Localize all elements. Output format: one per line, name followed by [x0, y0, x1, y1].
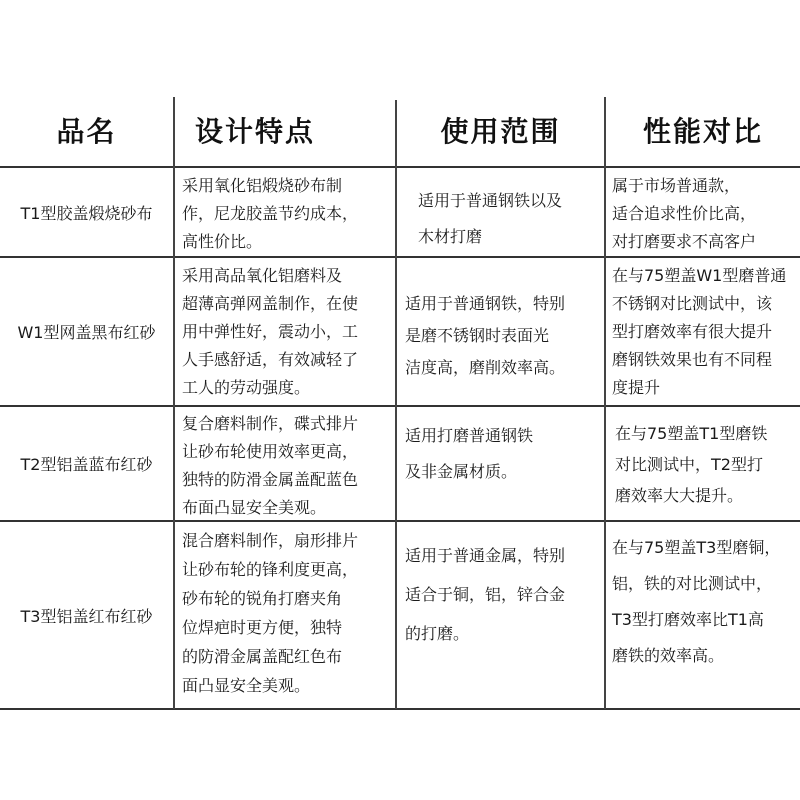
- column-divider: [604, 97, 606, 709]
- performance-text: 在与75塑盖W1型磨普通 不锈钢对比测试中，该 型打磨效率有很大提升 磨钢铁效果也有不同程 度提升: [612, 266, 787, 397]
- product-name: W1型网盖黑布红砂: [17, 323, 156, 342]
- header-usage-scope: 使用范围: [440, 115, 561, 148]
- product-name: T1型胶盖煅烧砂布: [20, 203, 153, 223]
- product-name: T3型铝盖红布红砂: [20, 606, 153, 626]
- usage-scope-text: 适用于普通金属，特别 适合于铜，铝，锌合金 的打磨。: [405, 546, 566, 643]
- header-design-features: 设计特点: [194, 115, 315, 148]
- performance-text: 在与75塑盖T1型磨铁 对比测试中，T2型打 磨效率大大提升。: [615, 424, 768, 505]
- usage-scope-text: 适用于普通钢铁，特别 是磨不锈钢时表面光 洁度高，磨削效率高。: [405, 294, 566, 377]
- table-bottom-border: [0, 708, 800, 710]
- performance-text: 在与75塑盖T3型磨铜， 铝，铁的对比测试中， T3型打磨效率比T1高 磨铁的效率高。: [612, 538, 781, 665]
- usage-scope-text: 适用打磨普通钢铁 及非金属材质。: [405, 426, 534, 481]
- design-features-text: 混合磨料制作，扇形排片 让砂布轮的锋利度更高， 砂布轮的锐角打磨夹角 位焊疤时更方便，独特 的防滑金属盖配红色布 面凸显安全美观。: [182, 531, 359, 695]
- design-features-text: 采用高品氧化铝磨料及 超薄高弹网盖制作，在使 用中弹性好，震动小，工 人手感舒适，有效减轻了 工人的劳动强度。: [182, 266, 359, 397]
- header-product-name: 品名: [56, 115, 117, 148]
- header-performance-comparison: 性能对比: [642, 115, 763, 148]
- performance-text: 属于市场普通款， 适合追求性价比高， 对打磨要求不高客户: [612, 176, 757, 251]
- product-name: T2型铝盖蓝布红砂: [20, 455, 153, 474]
- design-features-text: 复合磨料制作，碟式排片 让砂布轮使用效率更高， 独特的防滑金属盖配蓝色 布面凸显安全美观。: [182, 414, 359, 517]
- usage-scope-text: 适用于普通钢铁以及 木材打磨: [418, 191, 563, 246]
- design-features-text: 采用氧化铝煅烧砂布制 作，尼龙胶盖节约成本， 高性价比。: [182, 176, 359, 251]
- column-divider: [173, 97, 175, 709]
- column-divider: [395, 100, 397, 709]
